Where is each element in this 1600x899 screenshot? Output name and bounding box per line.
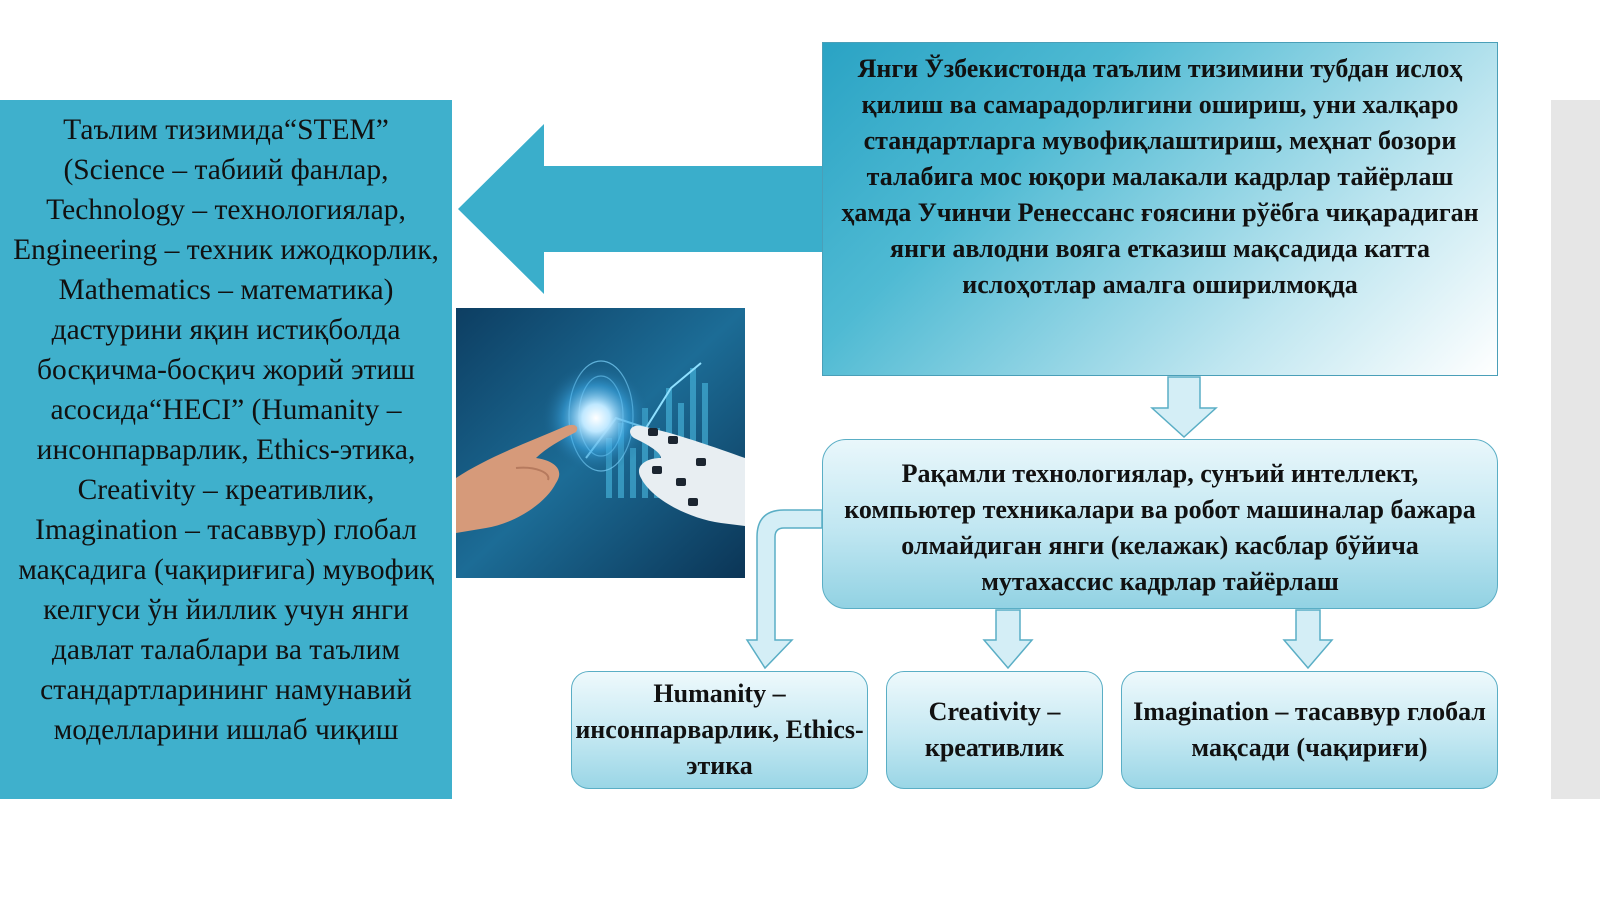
left-panel-text: Таълим тизимида“STEM” (Science – табиий фанлар, Technology – технологиялар, Engineering – техник ижодкорлик, Mathematics – математика) дастурини яқин истиқболда босқичма-босқич жорий этиш асосида“HECI” (Humanity – инсонпарварлик, Ethics-этика, Creativity – креативлик, Imagination – тасаввур) глобал мақсадига (чақириғига) мувофиқ келгуси ўн йиллик учун янги давлат талаблари ва таълим стандартларининг намунавий моделларини ишлаб чиқиш (13, 114, 439, 746)
humanity-text: Humanity – инсонпарварлик, Ethics-этика (575, 679, 864, 780)
middle-box-text: Рақамли технологиялар, сунъий интеллект, компьютер техникалари ва робот машиналар бажара олмайдиган янги (келажак) касблар бўйича мутахассис кадрлар тайёрлаш (844, 459, 1476, 596)
creativity-box (886, 671, 1103, 789)
top-box-text: Янги Ўзбекистонда таълим тизимини тубдан ислоҳ қилиш ва самарадорлигини ошириш, уни халқаро стандартларга мувофиқлаштириш, меҳнат бозори талабига мос юқори малакали кадрлар тайёрлаш ҳамда Учинчи Ренессанс ғоясини рўёбга чиқарадиган янги авлодни вояга етказиш мақсадида катта ислоҳотлар амалга оширилмоқда (841, 54, 1479, 299)
down-arrow-right (1284, 610, 1332, 668)
imagination-text: Imagination – тасаввур глобал мақсади (чақириғи) (1133, 697, 1486, 762)
imagination-box (1121, 671, 1498, 789)
down-arrow-top (1152, 377, 1216, 437)
humanity-box (571, 671, 868, 789)
bent-arrow-left (747, 510, 822, 668)
creativity-text: Creativity – креативлик (924, 697, 1065, 762)
down-arrow-middle (984, 610, 1032, 668)
middle-info-box (822, 439, 1498, 609)
